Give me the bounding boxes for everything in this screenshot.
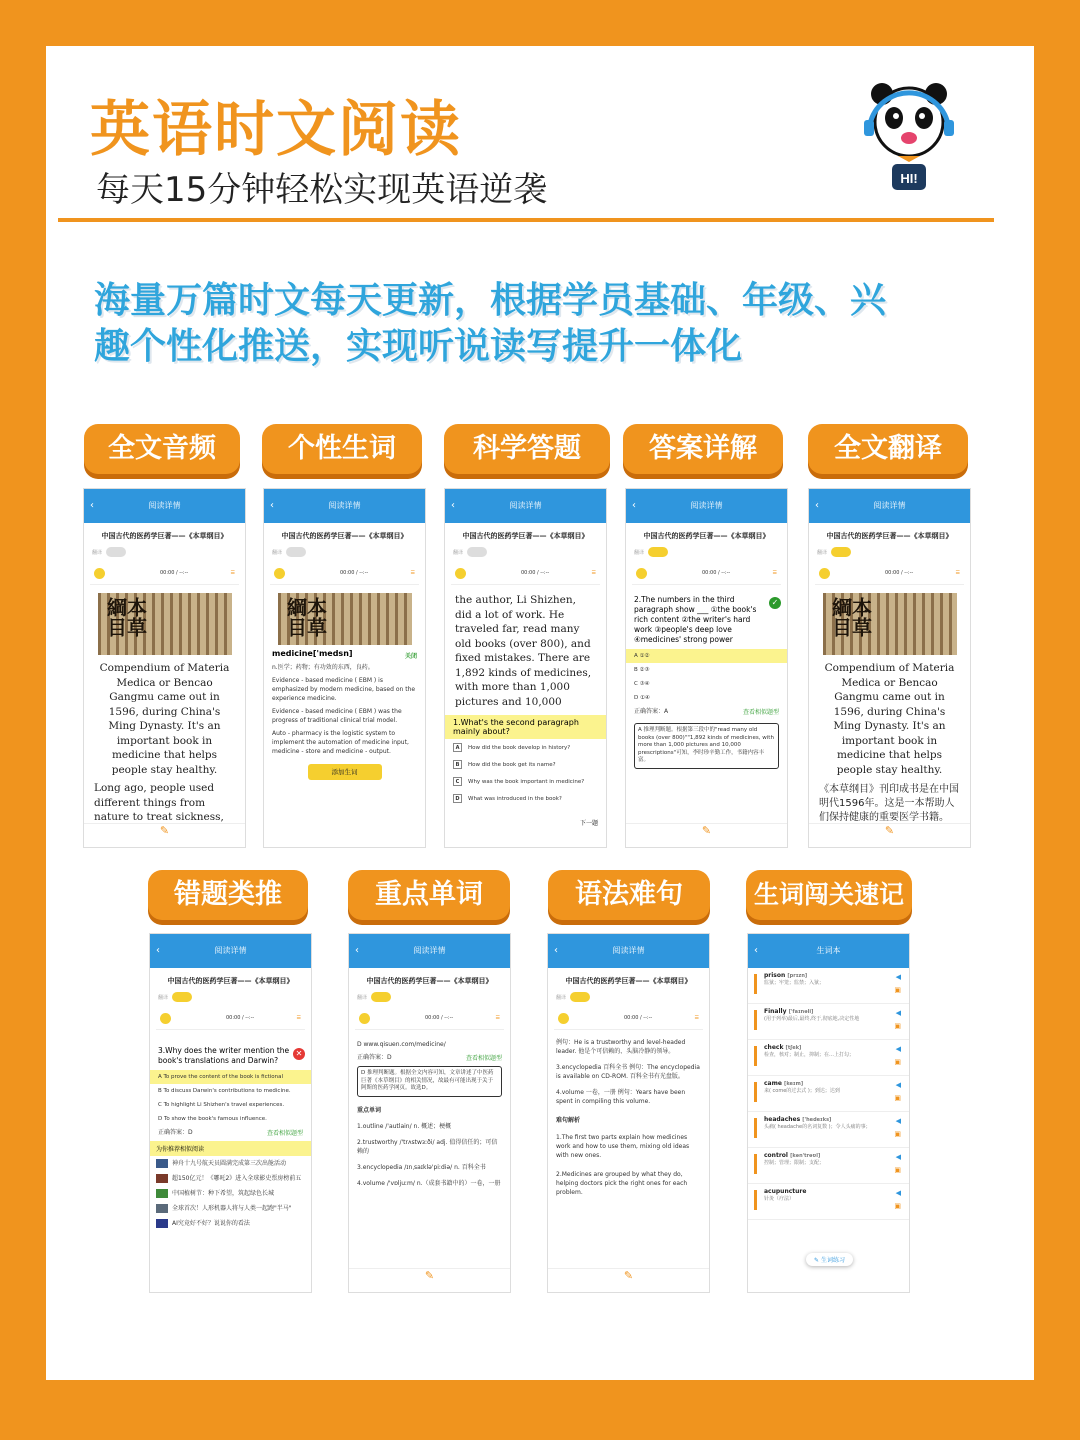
bar-title: 阅读详情 [148,501,181,510]
phone-keywords: ‹ 阅读详情 中国古代的医药学巨著——《本草纲目》 翻译 00:00 / --:-- ☰ D www.qisuen.com/medicine/ 正确答案：D 查看相似题型 D 推理判断题。根据全文内容可知，文章讲述了中医药巨著《本草纲目》的相关情况，故最有可能出现于关于阿斯的医药学网页。故选D。 重点单词 1.outline /'autlain/ n. 概述；梗概 2.trustworthy /'trʌstwɜːði/ adj. 值得信任的；可信赖的 3.encyclopedia /ɪnˌsaɪklə'piːdiə/ n. 百科全书 4.volume /'vɒljuːm/ n.（成套书籍中的）一卷，一册 ✎ [348,933,511,1293]
recommend-item-4[interactable]: 全球首次！人形机器人将与人类一起跑"半马" [150,1201,311,1216]
translate-toggle[interactable] [648,547,668,557]
question-text: 1.What's the second paragraph mainly about? [445,715,606,739]
back-icon[interactable]: ‹ [270,500,274,511]
option-b[interactable]: B ②③ [634,667,650,673]
recommend-item-5[interactable]: AI究竟好不好？说说你的看法 [150,1216,311,1231]
translate-toggle[interactable] [570,992,590,1002]
speaker-icon: ◀ [895,1153,901,1161]
vocab-row[interactable]: Finally ['faɪnəli] (用于列举)最后,最终,终于,彻底地,决定性地 ◀ ▣ [748,1004,909,1040]
similar-questions-link[interactable]: 查看相似题型 [742,709,779,716]
option-c[interactable]: C To highlight Li Shizhen's travel experiences. [158,1102,285,1108]
similar-questions-link[interactable]: 查看相似题型 [266,1130,303,1137]
keyword-item: 4.volume /'vɒljuːm/ n.（成套书籍中的）一卷，一册 [357,1179,501,1187]
article-text-2: Long ago, people used different things from nature to treat sickness, [94,782,224,823]
option-c[interactable]: C Why was the book important in medicine? [445,773,606,790]
play-icon[interactable] [359,1013,370,1024]
play-icon[interactable] [160,1013,171,1024]
title-divider [58,218,994,222]
mascot-badge: HI! [900,171,918,186]
play-icon[interactable] [558,1013,569,1024]
section-title: 重点单词 [357,1106,382,1114]
option-d[interactable]: D To show the book's famous influence. [158,1116,267,1122]
phone-grammar: ‹ 阅读详情 中国古代的医药学巨著——《本草纲目》 翻译 00:00 / --:-- ☰ 例句：He is a trustworthy and level-headed leader. 他是个可信赖的、头脑冷静的领导。 3.encyclopedia 百科全书 例句：The encyclopedia is available on CD-ROM. 百科全书有光盘版。 4.volume 一卷，一册 例句：Years have been spent in compiling this volume. 难句解析 1.The first two parts explain how medicines work and how to use them, mixing old ideas with new ones. 2.Medicines are grouped by what they do, helping doctors pick the right ones for each problem. ✎ [547,933,710,1293]
trash-icon: ▣ [894,986,901,994]
option-a[interactable]: A How did the book develop in history? [445,739,606,756]
keyword-item: 3.encyclopedia 百科全书 例句：The encyclopedia is available on CD-ROM. 百科全书有光盘版。 [556,1064,700,1080]
feature-pill-mistakes: 错题类推 [148,870,308,920]
option-d: D www.qisuen.com/medicine/ [357,1041,446,1048]
lookup-button[interactable] [626,823,787,847]
audio-player[interactable]: 00:00 / --:-- ☰ [355,1008,504,1030]
article-text: Compendium of Materia Medica or Bencao Gangmu came out in 1596, during China's Ming Dynasty. It's an important book in medicine that helps people stay healthy. [99,662,230,776]
question-text: 2.The numbers in the third paragraph show ___ ①the book's rich content ②the writer's hard work ③people's deep love ④medicines' strong power [634,595,757,644]
feature-pill-keywords: 重点单词 [348,870,510,920]
book-image: 本草綱目 [278,593,412,645]
speaker-icon: ◀ [895,1117,901,1125]
trash-icon: ▣ [894,1166,901,1174]
settings-icon[interactable]: ☰ [410,570,415,576]
audio-player[interactable] [90,563,239,585]
speaker-icon: ◀ [895,973,901,981]
audio-player[interactable]: 00:00 / --:-- ☰ [451,563,600,585]
page-title: 英语时文阅读 [90,95,462,165]
feature-pill-translation: 全文翻译 [808,424,968,474]
trash-icon: ▣ [894,1202,901,1210]
toggle-label: 翻译 [92,550,103,556]
back-icon[interactable]: ‹ [815,500,819,511]
keyword-item: 4.volume 一卷，一册 例句：Years have been spent in compiling this volume. [556,1089,686,1105]
book-image: 本草綱目 [823,593,957,655]
example-3: Auto - pharmacy is the logistic system to implement the automation of medicine input, medicine - store and medicine - output. [272,730,409,755]
trash-icon: ▣ [894,1094,901,1102]
recommend-title: 为你推荐相似阅读 [150,1141,311,1156]
translate-toggle[interactable] [467,547,487,557]
recommend-item-3[interactable]: 中国植树节：种下希望，筑起绿色长城 [150,1186,311,1201]
feature-pill-word-challenge: 生词闯关速记 [746,870,912,920]
recommend-item-1[interactable]: 神舟十九号航天员圆满完成第三次出舱活动 [150,1156,311,1171]
word-definition: n.医学；药物；有功效的东西，良药。 [272,664,374,671]
option-b[interactable]: B How did the book get its name? [445,756,606,773]
wrong-icon: ✕ [293,1048,305,1060]
back-icon[interactable]: ‹ [754,945,758,956]
headline [94,278,994,370]
keyword-item: 1.outline /'autlain/ n. 概述；梗概 [357,1122,452,1130]
article-title: 中国古代的医药学巨著——《本草纲目》 [281,532,408,540]
correct-answer: 正确答案：D [357,1054,392,1061]
audio-player[interactable]: 00:00 / --:-- ☰ [554,1008,703,1030]
phone-word-challenge [747,933,910,1293]
feature-pill-vocab: 个性生词 [262,424,422,474]
example-1: Evidence - based medicine ( EBM ) is emphasized by modern medicine, based on the experience medicine. [272,677,416,702]
vocab-row[interactable]: check [tʃek] 检查，核对；制止，抑制；在…上打勾； ◀ ▣ [748,1040,909,1076]
pen-icon: ✎ [623,1269,634,1282]
back-icon[interactable]: ‹ [632,500,636,511]
bar-title: 生词本 [816,946,841,955]
phone-mistakes: ‹ 阅读详情 中国古代的医药学巨著——《本草纲目》 翻译 00:00 / --:-- ☰ 3.Why does the writer mention the book's translations and Darwin? ✕ A To prove the content of the book is fictional B To discuss Darwin's contributions to medicine. C To highlight Li Shizhen's travel experiences. D To show the book's famous influence. 正确答案：D 查看相似题型 为你推荐相似阅读 神舟十九号航天员圆满完成第三次出舱活动 超150亿元！《哪吒2》进入全球影史票房榜前五 中国植树节：种下希望，筑起绿色长城 全球首次！人形机器人将与人类一起跑"半马" AI究竟好不好？说说你的看法 [149,933,312,1293]
play-icon[interactable] [455,568,466,579]
vocab-row[interactable]: control [kən'trəʊl] 控制；管理；限制；支配； ◀ ▣ [748,1148,909,1184]
translate-toggle[interactable] [286,547,306,557]
audio-time: 00:00 / --:-- [160,570,189,576]
speaker-icon: ◀ [895,1189,901,1197]
option-d[interactable]: D What was introduced in the book? [445,790,606,807]
feature-pill-quiz: 科学答题 [444,424,610,474]
vocab-row[interactable]: acupuncture 针灸（疗法） ◀ ▣ [748,1184,909,1220]
vocab-row[interactable]: came [keɪm] 来( come的过去式 )；到达；达到 ◀ ▣ [748,1076,909,1112]
play-icon[interactable] [819,568,830,579]
article-title: 中国古代的医药学巨著——《本草纲目》 [462,532,589,540]
back-icon[interactable]: ‹ [156,945,160,956]
settings-icon[interactable]: ☰ [495,1015,500,1021]
translation-text: 《本草纲目》刊印成书是在中国明代1596年。这是一本帮助人们保持健康的重要医学书籍。 [819,784,959,823]
translate-toggle[interactable] [831,547,851,557]
article-text: Compendium of Materia Medica or Bencao Gangmu came out in 1596, during China's Ming Dynasty. It's an important book in medicine that helps people stay healthy. [824,662,955,776]
article-title: 中国古代的医药学巨著——《本草纲目》 [167,977,294,985]
page-subtitle: 每天15分钟轻松实现英语逆袭 [96,170,548,210]
trash-icon: ▣ [894,1058,901,1066]
add-word-button[interactable]: 添加生词 [308,764,382,780]
check-icon: ✓ [769,597,781,609]
play-icon[interactable] [636,568,647,579]
section-title: 难句解析 [556,1117,581,1124]
hard-sentence-1: 1.The first two parts explain how medicines work and how to use them, mixing old ideas with new ones. [556,1134,690,1159]
headline-line-1: 海量万篇时文每天更新，根据学员基础、年级、兴 [94,280,887,321]
article-text: the author, Li Shizhen, did a lot of work. He traveled far, read many old books (over 800), and fixed mistakes. There are 1,892 kinds of medicines, with more than 1,000 pictures and 10,000 [455,594,592,708]
speaker-icon: ◀ [895,1081,901,1089]
option-a[interactable]: A ①② [626,649,787,663]
lookup-button[interactable] [809,823,970,847]
lookup-button[interactable] [349,1268,510,1292]
play-icon[interactable] [274,568,285,579]
word-header [264,649,425,661]
article-title: 中国古代的医药学巨著——《本草纲目》 [366,977,493,985]
trash-icon: ▣ [894,1130,901,1138]
pen-icon: ✎ [884,824,895,837]
hard-sentence-2: 2.Medicines are grouped by what they do, helping doctors pick the right ones for each problem. [556,1171,688,1196]
option-a[interactable]: A To prove the content of the book is fictional [150,1070,311,1084]
headline-line-2: 趣个性化推送，实现听说读写提升一体化 [94,326,743,367]
close-button[interactable]: 关闭 [404,653,417,660]
translate-toggle[interactable] [172,992,192,1002]
feature-pill-audio: 全文音频 [84,424,240,474]
audio-player[interactable]: 00:00 / --:-- ☰ [156,1008,305,1030]
next-question-button[interactable]: 下一题 [579,820,598,827]
settings-icon[interactable]: ☰ [591,570,596,576]
back-icon[interactable]: ‹ [355,945,359,956]
similar-questions-link[interactable]: 查看相似题型 [465,1055,502,1062]
article-title: 中国古代的医药学巨著——《本草纲目》 [643,532,770,540]
phone-quiz: ‹ 阅读详情 中国古代的医药学巨著——《本草纲目》 翻译 00:00 / --:-- ☰ the author, Li Shizhen, did a lot of work. He traveled far, read many old books (over 800), and fixed mistakes. There are 1,892 kinds of medicines, with more than 1,000 pictures and 10,000 1.What's the second paragraph mainly about? A How did the book develop in history? B How did the book get its name? C Why was the book important in medicine? D What was introduced in the book? 下一题 [444,488,607,848]
phone-vocab: ‹ 阅读详情 中国古代的医药学巨著——《本草纲目》 翻译 00:00 / --:-- ☰ 本草綱目 medicine['medsn] 关闭 n.医学；药物；有功效的东西，良药。 Evidence - based medicine ( EBM ) is emphasized by modern medicine, based on the experience medicine. Evidence - based medicine ( EBM ) was the progress of traditional clinical trial model. Auto - pharmacy is the logistic system to implement the automation of medicine input, medicine - store and medicine - output. 添加生词 [263,488,426,848]
phone-answers: ‹ 阅读详情 中国古代的医药学巨著——《本草纲目》 翻译 00:00 / --:-- ☰ 2.The numbers in the third paragraph show ___ ①the book's rich content ②the writer's hard work ③people's deep love ④medicines' strong power ✓ A ①② B ②③ C ③④ D ①④ 正确答案：A 查看相似题型 A 推理判断题。根据第三段中的"read many old books (over 800)""1,892 kinds of medicines, with more than 1,000 pictures and 10,000 prescriptions"可知，李时珍辛勤工作，书籍内容丰富。 ✎ [625,488,788,848]
lookup-button[interactable] [84,823,245,847]
article-title: 中国古代的医药学巨著——《本草纲目》 [565,977,692,985]
phone-translation: ‹ 阅读详情 中国古代的医药学巨著——《本草纲目》 翻译 00:00 / --:-- ☰ 本草綱目 Compendium of Materia Medica or Bencao Gangmu came out in 1596, during China's Ming Dynasty. It's an important book in medicine that helps people stay healthy. 《本草纲目》刊印成书是在中国明代1596年。这是一本帮助人们保持健康的重要医学书籍。 ✎ [808,488,971,848]
book-image: 本草綱目 [98,593,232,655]
keyword-item: 2.trustworthy /'trʌstwɜːði/ adj. 值得信任的；可信赖的 [357,1138,498,1155]
option-d[interactable]: D ①④ [634,695,650,701]
option-b[interactable]: B To discuss Darwin's contributions to medicine. [158,1088,291,1094]
option-c[interactable]: C ③④ [634,681,650,687]
phone-audio [83,488,246,848]
feature-pill-answers: 答案详解 [623,424,783,474]
pencil-icon: ✎ [814,1257,821,1264]
pen-icon: ✎ [701,824,712,837]
correct-answer: 正确答案：D [158,1129,193,1136]
article-title: 中国古代的医药学巨著——《本草纲目》 [826,532,953,540]
vocab-row[interactable]: headaches ['hedeɪks] 头痛( headache的名词复数 )；令人头痛的事； ◀ ▣ [748,1112,909,1148]
recommend-item-2[interactable]: 超150亿元！《哪吒2》进入全球影史票房榜前五 [150,1171,311,1186]
audio-player[interactable]: 00:00 / --:-- ☰ [815,563,964,585]
settings-icon[interactable]: ☰ [694,1015,699,1021]
settings-icon[interactable]: ☰ [772,570,777,576]
back-icon[interactable]: ‹ [90,500,94,511]
panda-mascot-icon [854,80,964,200]
explanation-box: D 推理判断题。根据全文内容可知，文章讲述了中医药巨著《本草纲目》的相关情况，故最有可能出现于关于阿斯的医药学网页。故选D。 [357,1066,502,1097]
pen-icon: ✎ [424,1269,435,1282]
word-practice-button[interactable]: ✎ 生词练习 [806,1253,853,1266]
question-text: 3.Why does the writer mention the book's translations and Darwin? [158,1046,290,1065]
back-icon[interactable]: ‹ [554,945,558,956]
keyword-item: 3.encyclopedia /ɪnˌsaɪklə'piːdiə/ n. 百科全书 [357,1163,486,1171]
lookup-button[interactable] [548,1268,709,1292]
settings-icon[interactable]: ☰ [296,1015,301,1021]
trash-icon: ▣ [894,1022,901,1030]
audio-player[interactable]: 00:00 / --:-- ☰ [632,563,781,585]
explanation-box: A 推理判断题。根据第三段中的"read many old books (over 800)""1,892 kinds of medicines, with more than 1,000 pictures and 10,000 prescriptions"可知，李时珍辛勤工作，书籍内容丰富。 [634,723,779,769]
speaker-icon: ◀ [895,1045,901,1053]
settings-icon[interactable]: ☰ [230,570,235,576]
play-icon[interactable] [94,568,105,579]
back-icon[interactable]: ‹ [451,500,455,511]
feature-pill-grammar: 语法难句 [548,870,710,920]
translate-toggle[interactable] [106,547,126,557]
vocab-row[interactable]: prison [prɪzn] 监狱；牢笼；监禁；入狱； ◀ ▣ [748,968,909,1004]
audio-player[interactable]: 00:00 / --:-- ☰ [270,563,419,585]
article-title: 中国古代的医药学巨著——《本草纲目》 [101,532,228,540]
speaker-icon: ◀ [895,1009,901,1017]
example-2: Evidence - based medicine ( EBM ) was the progress of traditional clinical trial model. [272,708,402,724]
word-term: medicine['medsn] [272,649,353,658]
keyword-item: 例句：He is a trustworthy and level-headed leader. 他是个可信赖的、头脑冷静的领导。 [556,1039,686,1055]
pen-icon: ✎ [159,824,170,837]
correct-answer: 正确答案：A [634,708,669,715]
settings-icon[interactable]: ☰ [955,570,960,576]
translate-toggle[interactable] [371,992,391,1002]
